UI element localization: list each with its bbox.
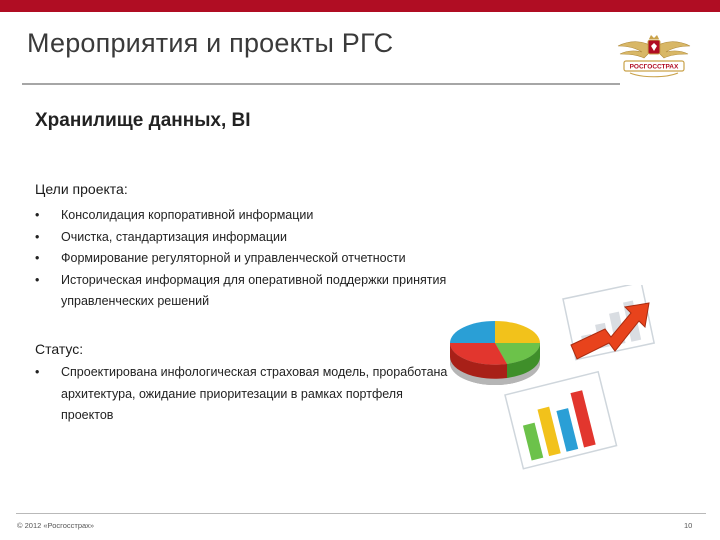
goal-text: Формирование регуляторной и управленческой отчетности — [61, 251, 406, 265]
footer-divider — [16, 513, 706, 514]
status-text: Спроектирована инфологическая страховая модель, проработана архитектура, ожидание приоритезации в рамках портфеля проектов — [61, 365, 448, 422]
bullet-marker: • — [35, 251, 40, 265]
goals-list — [35, 205, 485, 313]
list-item — [35, 205, 485, 227]
list-item — [35, 362, 453, 427]
bullet-marker: • — [35, 365, 40, 379]
slide-title: Мероприятия и проекты РГС — [27, 28, 394, 58]
status-heading: Статус: — [35, 341, 84, 357]
goal-text: Историческая информация для оперативной поддержки принятия управленческих решений — [61, 272, 447, 308]
list-item — [35, 248, 485, 270]
top-accent-bar — [0, 0, 720, 12]
bullet-marker: • — [35, 272, 40, 287]
goal-text: Очистка, стандартизация информации — [61, 229, 287, 244]
logo-text: РОСГОССТРАХ — [629, 63, 679, 71]
slide-subtitle: Хранилище данных, BI — [35, 110, 251, 131]
company-logo — [614, 34, 694, 80]
status-list — [35, 362, 453, 427]
list-item — [35, 227, 485, 249]
goal-text: Консолидация корпоративной информации — [61, 208, 314, 222]
bullet-marker: • — [35, 208, 40, 222]
charts-illustration — [445, 285, 660, 500]
page-number: 10 — [684, 521, 693, 530]
title-divider — [22, 83, 620, 85]
list-item — [35, 270, 475, 313]
eagle-logo-icon — [614, 34, 694, 80]
charts-illustration-icon — [445, 285, 660, 500]
goals-heading: Цели проекта: — [35, 181, 128, 197]
bullet-marker: • — [35, 229, 40, 244]
footer-copyright: © 2012 «Росгосстрах» — [17, 521, 95, 530]
